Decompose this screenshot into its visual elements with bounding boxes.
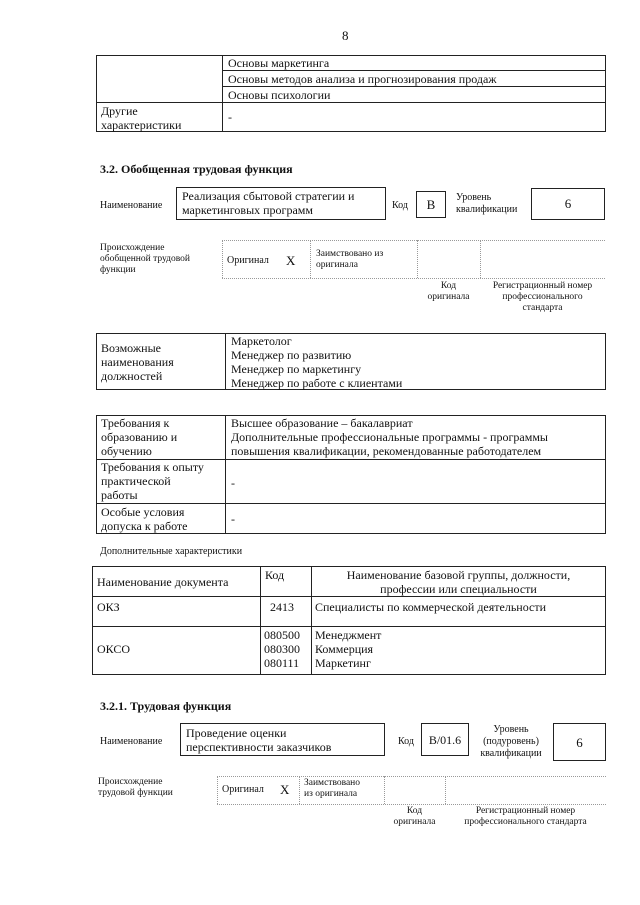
gtf-original-mark: X — [286, 253, 296, 268]
education-label: Требования к образованию и обучению — [101, 416, 178, 458]
gtf-reg-number-caption: Регистрационный номер профессионального стандарта — [492, 281, 593, 313]
position-item: Менеджер по развитию — [231, 348, 352, 362]
other-characteristics-label: Другие характеристики — [101, 104, 182, 132]
tf-original-label: Оригинал — [222, 784, 264, 795]
positions-list — [231, 334, 402, 390]
knowledge-row: Основы методов анализа и прогнозирования продаж — [228, 72, 497, 86]
knowledge-row: Основы психологии — [228, 88, 331, 102]
gtf-heading: 3.2. Обобщенная трудовая функция — [100, 162, 293, 176]
gtf-name-label: Наименование — [100, 200, 163, 211]
conditions-value: - — [231, 512, 235, 526]
tf-origin-label: Происхождение трудовой функции — [98, 777, 173, 798]
okz-document: ОКЗ — [97, 600, 120, 614]
tf-level-label: Уровень (подуровень) квалификации — [480, 724, 542, 759]
experience-value: - — [231, 476, 235, 490]
knowledge-row: Основы маркетинга — [228, 56, 330, 70]
experience-label: Требования к опыту практической работы — [101, 460, 204, 502]
header-name: Наименование базовой группы, должности, профессии или специальности — [346, 568, 571, 596]
other-characteristics-value: - — [228, 110, 232, 124]
tf-heading: 3.2.1. Трудовая функция — [100, 699, 232, 713]
okso-codes — [264, 628, 300, 670]
gtf-name-value: Реализация сбытовой стратегии и маркетинговых программ — [182, 189, 355, 217]
tf-code-value: B/01.6 — [428, 733, 462, 747]
okso-name: Менеджмент — [315, 628, 382, 642]
tf-code-original-caption: Код оригинала — [393, 806, 436, 827]
tf-level-value: 6 — [576, 735, 583, 750]
tf-reg-number-caption: Регистрационный номер профессионального стандарта — [464, 806, 587, 827]
gtf-code-value: B — [426, 197, 436, 212]
okso-document: ОКСО — [97, 642, 131, 656]
okso-names — [315, 628, 381, 670]
gtf-code-original-caption: Код оригинала — [427, 281, 470, 302]
gtf-level-value: 6 — [564, 196, 572, 211]
positions-label: Возможные наименования должностей — [101, 341, 174, 383]
position-item: Менеджер по маркетингу — [231, 362, 362, 376]
conditions-label: Особые условия допуска к работе — [101, 505, 188, 533]
okso-code: 080111 — [264, 656, 300, 670]
header-code: Код — [265, 568, 285, 582]
okso-code: 080500 — [264, 628, 300, 642]
gtf-code-label: Код — [392, 200, 408, 211]
additional-caption: Дополнительные характеристики — [100, 546, 243, 557]
tf-code-label: Код — [398, 736, 414, 747]
okso-code: 080300 — [264, 642, 300, 656]
gtf-level-label: Уровень квалификации — [456, 192, 518, 215]
gtf-origin-label: Происхождение обобщенной трудовой функции — [100, 243, 190, 275]
gtf-original-label: Оригинал — [227, 255, 269, 266]
okz-code: 2413 — [270, 600, 294, 614]
position-item: Маркетолог — [231, 334, 292, 348]
education-value: Высшее образование – бакалавриат Дополнительные профессиональные программы - программы повышения квалификации, рекомендованные работодателем — [231, 416, 548, 458]
okso-name: Коммерция — [315, 642, 374, 656]
header-document: Наименование документа — [97, 575, 229, 589]
tf-original-mark: X — [280, 782, 290, 797]
page-number: 8 — [342, 28, 349, 43]
tf-name-label: Наименование — [100, 736, 163, 747]
position-item: Менеджер по работе с клиентами — [231, 376, 403, 390]
gtf-borrowed-label: Заимствовано из оригинала — [316, 249, 384, 270]
okz-name: Специалисты по коммерческой деятельности — [315, 600, 547, 614]
tf-name-value: Проведение оценки перспективности заказчиков — [186, 726, 332, 754]
okso-name: Маркетинг — [315, 656, 371, 670]
tf-borrowed-label: Заимствовано из оригинала — [304, 778, 361, 799]
